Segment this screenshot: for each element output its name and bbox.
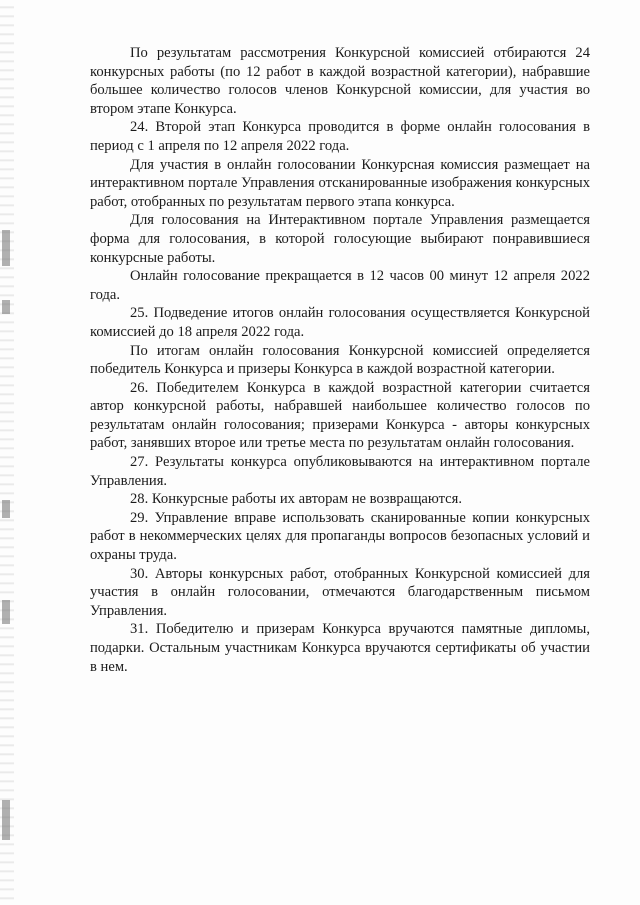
paragraph-portal-placement: Для участия в онлайн голосовании Конкурсная комиссия размещает на интерактивном портале Управления отсканированные изображения конкурсных работ, отобранных по результатам первого этапа конкурса. [90,156,590,210]
paragraph-30-gratitude: 30. Авторы конкурсных работ, отобранных Конкурсной комиссией для участия в онлайн голосовании, отмечаются благодарственным письмом Управления. [90,565,590,619]
paragraph-28-return: 28. Конкурсные работы их авторам не возвращаются. [130,491,463,508]
paragraph-selection-result: По результатам рассмотрения Конкурсной комиссией отбираются 24 конкурсных работы (по 12 работ в каждой возрастной категории), набравшие большее количество голосов членов Конкурсной комиссии, для участия во втором этапе Конкурса. [90,45,590,117]
paragraph-voting-end: Онлайн голосование прекращается в 12 часов 00 минут 12 апреля 2022 года. [90,268,590,303]
paragraph-24-second-stage: 24. Второй этап Конкурса проводится в форме онлайн голосования в период с 1 апреля по 12 апреля 2022 года. [90,119,590,154]
document-body [90,44,590,676]
paragraph-29-usage: 29. Управление вправе использовать сканированные копии конкурсных работ в некоммерческих целях для пропаганды вопросов безопасных условий и охраны труда. [90,509,590,564]
paragraph-31-awards: 31. Победителю и призерам Конкурса вручаются памятные дипломы, подарки. Остальным участникам Конкурса вручаются сертификаты об участии в нем. [90,621,590,675]
paragraph-27-publication: 27. Результаты конкурса опубликовываются на интерактивном портале Управления. [90,454,590,489]
paragraph-25-results: 25. Подведение итогов онлайн голосования осуществляется Конкурсной комиссией до 18 апреля 2022 года. [90,305,590,340]
paragraph-winner-determination: По итогам онлайн голосования Конкурсной комиссией определяется победитель Конкурса и призеры Конкурса в каждой возрастной категории. [90,342,590,378]
paragraph-26-winner-definition: 26. Победителем Конкурса в каждой возрастной категории считается автор конкурсной работы, набравшей наибольшее количество голосов по результатам онлайн голосования; призерами Конкурса - авторы конкурсных работ, занявших второе или третье места по результатам онлайн голосования. [90,379,590,452]
scan-binding-edge [0,0,14,905]
paragraph-voting-form: Для голосования на Интерактивном портале Управления размещается форма для голосования, в которой голосующие выбирают понравившиеся конкурсные работы. [90,212,590,266]
